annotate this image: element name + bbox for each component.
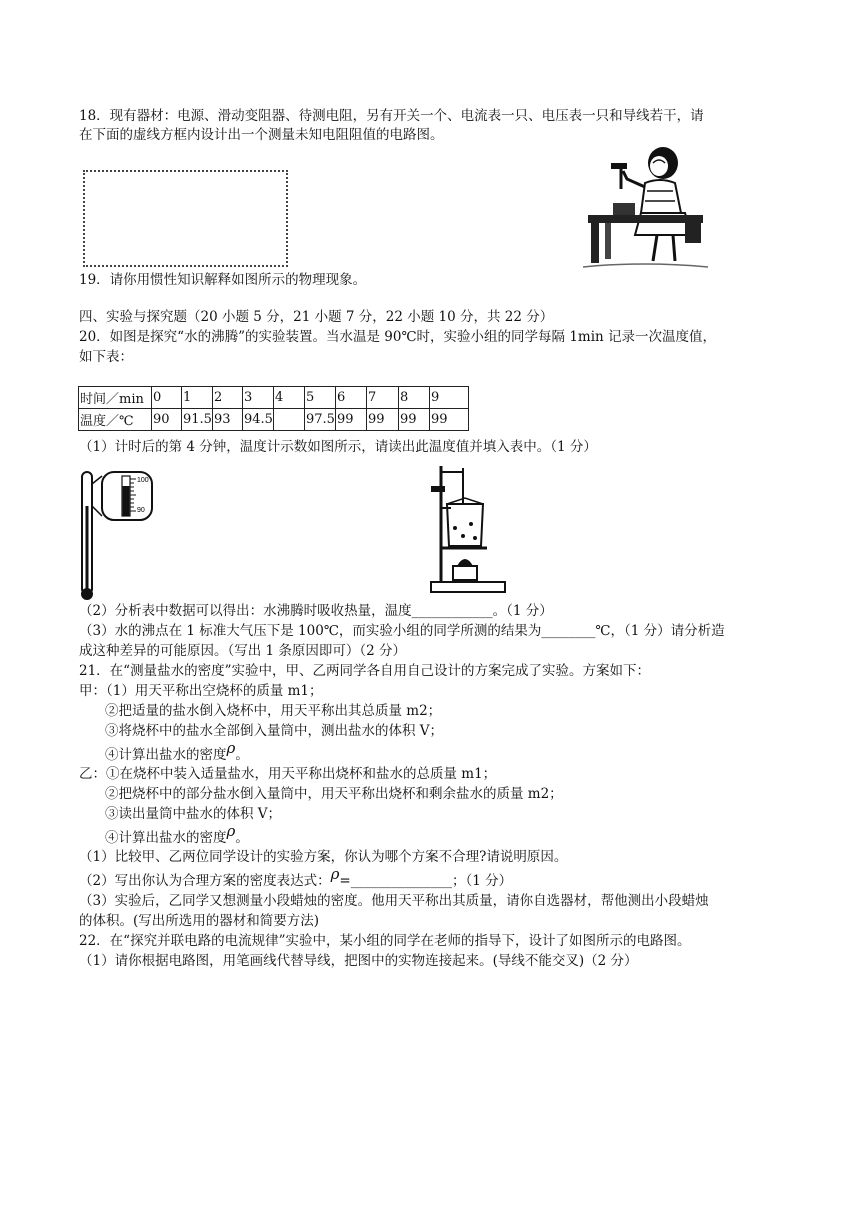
q20-sub3-line1: （3）水的沸点在 1 标准大气压下是 100℃，而实验小组的同学所测的结果为________℃，（1 分）请分析造 [79,623,725,639]
q21-sub3-line1: （3）实验后，乙同学又想测量小段蜡烛的密度。他用天平称出其质量，请你自选器材，帮他测出小段蜡烛 [79,893,709,909]
q21-yi1: 乙：①在烧杯中装入适量盐水，用天平称出烧杯和盐水的总质量 m1； [79,766,497,782]
table-cell: 8 [398,387,429,409]
table-cell: 93 [212,409,242,431]
table-cell: 99 [366,409,398,431]
table-cell: 1 [182,387,213,409]
q22-sub1: （1）请你根据电路图，用笔画线代替导线，把图中的实物连接起来。(导线不能交叉)（2 分） [79,953,638,969]
table-row [79,409,469,431]
table-cell: 6 [335,387,366,409]
rho-symbol: ρ [226,739,236,757]
table-row [79,387,469,409]
boiling-apparatus-figure [423,462,513,596]
thermo-tick-90: 90 [137,507,145,514]
table-cell: 0 [152,387,182,409]
q20-line2: 如下表： [79,349,133,365]
q21-jia2: ②把适量的盐水倒入烧杯中，用天平称出其总质量 m2； [105,703,442,719]
table-cell: 2 [212,387,242,409]
table-cell: 5 [304,387,335,409]
table-cell: 99 [398,409,429,431]
table-header-temp: 温度／℃ [79,409,152,431]
q20-sub3-line2: 成这种差异的可能原因。（写出 1 条原因即可）（2 分） [79,643,407,659]
period: 。 [235,747,249,763]
q21-sub2-post: =_______________；（1 分） [339,873,513,889]
q21-sub2 [79,865,513,891]
rho-symbol: ρ [226,822,236,840]
q20-sub2: （2）分析表中数据可以得出：水沸腾时吸收热量，温度____________。（1 分） [79,603,553,619]
temperature-table [78,386,469,431]
table-cell: 91.5 [182,409,213,431]
q19-text: 19．请你用惯性知识解释如图所示的物理现象。 [79,272,367,288]
girl-on-bench-figure [583,143,708,271]
table-cell: 99 [429,409,468,431]
thermometer-figure [78,466,158,604]
q21-jia4-text: ④计算出盐水的密度 [105,747,227,763]
table-cell: 7 [366,387,398,409]
table-cell: 3 [242,387,273,409]
table-cell-blank [273,409,304,431]
q18-line2: 在下面的虚线方框内设计出一个测量未知电阻阻值的电路图。 [79,127,444,143]
q21-sub1: （1）比较甲、乙两位同学设计的实验方案，你认为哪个方案不合理?请说明原因。 [79,849,568,865]
q20-sub1: （1）计时后的第 4 分钟，温度计示数如图所示，请读出此温度值并填入表中。（1 分） [79,439,597,455]
section4-title: 四、实验与探究题（20 小题 5 分，21 小题 7 分，22 小题 10 分，共 22 分） [79,309,554,325]
q21-yi2: ②把烧杯中的部分盐水倒入量筒中，用天平称出烧杯和剩余盐水的质量 m2； [105,786,563,802]
table-header-time: 时间／min [79,387,152,409]
q21-line1: 21．在“测量盐水的密度”实验中，甲、乙两同学各自用自己设计的方案完成了实验。方案如下： [79,663,650,679]
table-cell: 94.5 [242,409,273,431]
thermo-tick-100: 100 [137,477,149,484]
q21-yi4-text: ④计算出盐水的密度 [105,830,227,846]
table-cell: 4 [273,387,304,409]
q21-yi3: ③读出量筒中盐水的体积 V； [105,806,282,822]
table-cell: 97.5 [304,409,335,431]
q21-sub2-pre: （2）写出你认为合理方案的密度表达式： [79,873,331,889]
q21-yi4 [105,822,249,848]
table-cell: 99 [335,409,366,431]
q21-jia1: 甲：（1）用天平称出空烧杯的质量 m1； [79,683,323,699]
q18-line1: 18．现有器材：电源、滑动变阻器、待测电阻，另有开关一个、电流表一只、电压表一只和导线若干，请 [79,108,704,124]
period: 。 [235,830,249,846]
q21-jia4 [105,739,249,765]
q22-line1: 22．在“探究并联电路的电流规律”实验中，某小组的同学在老师的指导下，设计了如图所示的电路图。 [79,933,691,949]
q21-jia3: ③将烧杯中的盐水全部倒入量筒中，测出盐水的体积 V； [105,723,444,739]
table-cell: 9 [429,387,468,409]
q21-sub3-line2: 的体积。(写出所选用的器材和简要方法) [79,913,320,929]
q20-line1: 20．如图是探究“水的沸腾”的实验装置。当水温是 90℃时，实验小组的同学每隔 1min 记录一次温度值， [79,329,717,345]
rho-symbol: ρ [330,865,340,883]
circuit-answer-box [83,170,288,267]
table-cell: 90 [152,409,182,431]
